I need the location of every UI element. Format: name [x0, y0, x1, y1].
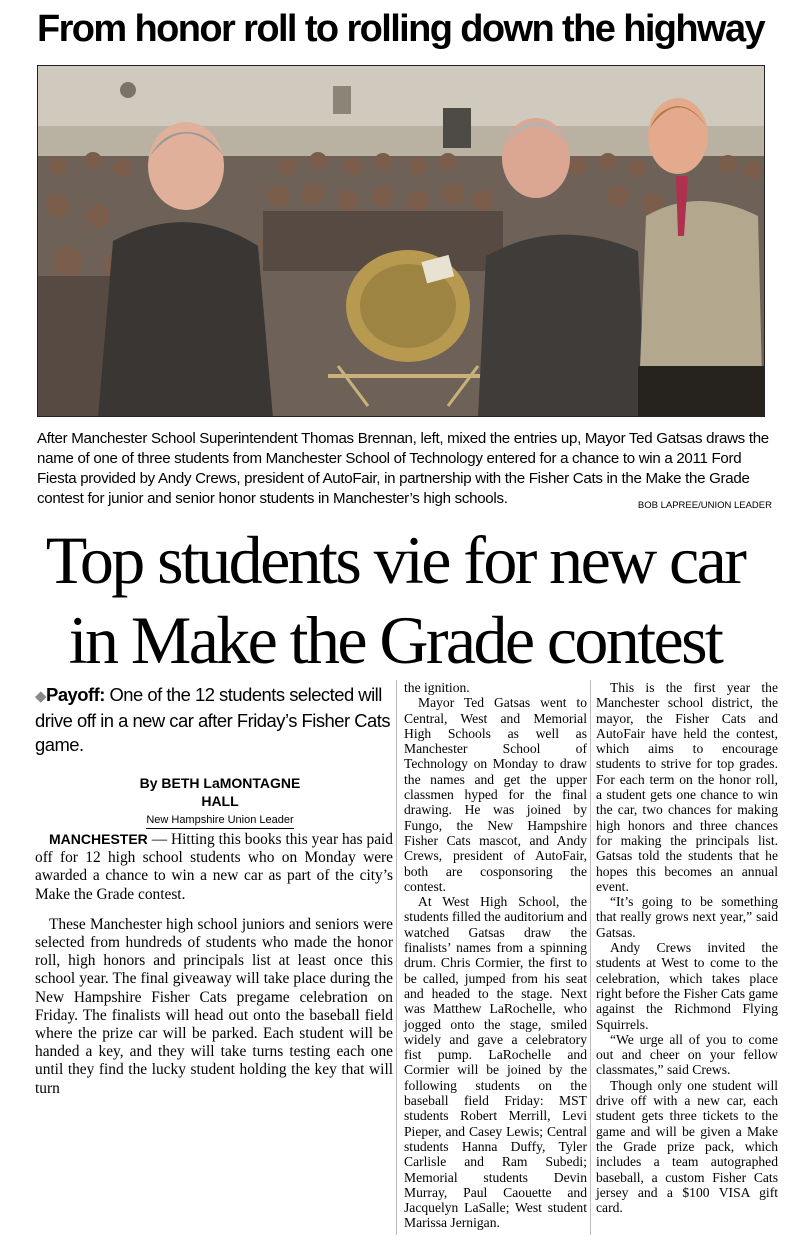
paragraph: Mayor Ted Gatsas went to Central, West and Memorial High Schools as well as Manchester School of Technology on Monday to draw the names and get the upper classmen hyped for the final drawing. He was joined by Fungo, the New Hampshire Fisher Cats mascot, and Andy Crews, president of AutoFair, both are cosponsoring the contest.	[404, 695, 587, 894]
paragraph: Though only one student will drive off with a new car, each student gets three tickets to the game and will be given a Make the Grade prize pack, which includes a team autographed baseball, a custom Fisher Cats jersey and a $100 VISA gift card.	[596, 1077, 778, 1216]
headline-line-2: in Make the Grade contest	[68, 602, 722, 678]
byline	[120, 774, 320, 829]
photo-credit: BOB LAPREE/UNION LEADER	[637, 500, 772, 511]
paragraph: This is the first year the Manchester school district, the mayor, the Fisher Cats and AutoFair have held the contest, which aims to encourage students to strive for top grades. For each term on the honor roll, a student gets one chance to win the car, two chances for making high honors and three chances for making the principals list. Gatsas told the students that he hopes this becomes an annual event.	[596, 680, 778, 894]
paragraph: These Manchester high school juniors and seniors were selected from hundreds of students who made the honor roll, high honors and principals list at least once this school year. The final giveaway will take place during the New Hampshire Fisher Cats pregame celebration on Friday. The finalists will head out onto the baseball field where the prize car will be parked. Each student will be handed a key, and they will take turns testing each one until they find the lucky student holding the key that will turn	[35, 915, 393, 1097]
column-divider	[396, 680, 397, 1235]
article-column-3	[596, 680, 778, 1215]
kicker-headline: From honor roll to rolling down the highway	[37, 8, 765, 50]
dateline: MANCHESTER	[49, 831, 148, 847]
deck-lead: Payoff:	[46, 684, 105, 705]
article-column-2	[404, 680, 587, 1231]
paragraph: Andy Crews invited the students at West to come to the celebration, which takes place right before the Fisher Cats game against the Richmond Flying Squirrels.	[596, 940, 778, 1032]
headline-line-1: Top students vie for new car	[45, 522, 745, 598]
byline-org: New Hampshire Union Leader	[146, 813, 293, 829]
paragraph: “We urge all of you to come out and cheer on your fellow classmates,” said Crews.	[596, 1031, 778, 1078]
news-photo	[37, 65, 765, 417]
deck-summary	[35, 683, 395, 757]
caption-text: After Manchester School Superintendent Thomas Brennan, left, mixed the entries up, Mayor Ted Gatsas draws the name of one of three students from Manchester School of Technology entered for a chance to win a 2011 Ford Fiesta provided by Andy Crews, president of AutoFair, in partnership with the Fisher Cats in the Make the Grade contest for junior and senior honor students in Manchester’s high schools.	[37, 430, 769, 507]
article-column-1	[35, 830, 393, 1110]
byline-name: By BETH LaMONTAGNE HALL	[139, 775, 301, 809]
photo-caption	[37, 429, 772, 516]
column-divider	[590, 680, 591, 1235]
main-headline	[0, 520, 790, 680]
paragraph: At West High School, the students filled the auditorium and watched Gatsas draw the finalists’ names from a spinning drum. Chris Cormier, the first to be called, jumped from his seat and headed to the stage. Next was Matthew LaRochelle, who jogged onto the stage, smiled widely and gave a celebratory fist pump. LaRochelle and Cormier will be joined by the following students on the baseball field Friday: MST students Robert Merrill, Levi Pieper, and Casey Lewis; Central students Hanna Duffy, Tyler Carlisle and Ram Subedi; Memorial students Devin Murray, Paul Caouette and Jacquelyn LaSalle; West student Marissa Jernigan.	[404, 894, 587, 1231]
deck-text: One of the 12 students selected will drive off in a new car after Friday’s Fisher Cats game.	[35, 684, 391, 755]
paragraph: “It’s going to be something that really grows next year,” said Gatsas.	[596, 894, 778, 940]
diamond-icon: ◆	[35, 688, 47, 705]
paragraph: the ignition.	[404, 680, 470, 695]
paragraph: MANCHESTER — Hitting this books this year has paid off for 12 high school students who on Monday were awarded a chance to win a new car as part of the city’s Make the Grade contest.	[35, 831, 393, 903]
